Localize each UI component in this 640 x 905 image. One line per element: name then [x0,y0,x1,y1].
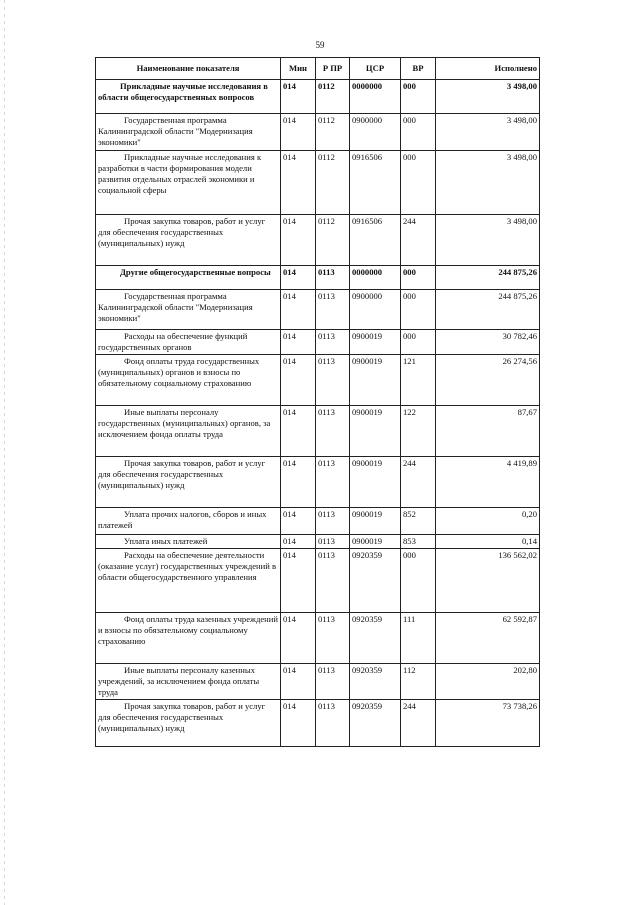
row-min: 014 [281,535,316,549]
header-amount: Исполнено [436,58,540,80]
row-name: Прочая закупка товаров, работ и услуг для обеспечения государственных (муниципальных) нужд [96,700,281,747]
row-rpr: 0113 [316,549,350,613]
row-rpr: 0113 [316,664,350,700]
row-min: 014 [281,266,316,290]
row-name: Прикладные научные исследования к разработки в части формирования модели развития отдельных отраслей экономики и социальной сферы [96,151,281,215]
row-csr: 0920359 [350,700,401,747]
row-csr: 0916506 [350,151,401,215]
row-vr: 000 [401,266,436,290]
row-rpr: 0113 [316,290,350,330]
row-vr: 112 [401,664,436,700]
table-header-row [96,58,540,80]
table-row [96,508,540,535]
row-rpr: 0113 [316,457,350,508]
row-min: 014 [281,355,316,406]
header-name: Наименование показателя [96,58,281,80]
row-min: 014 [281,457,316,508]
row-vr: 244 [401,700,436,747]
row-amount: 244 875,26 [436,290,540,330]
row-name: Иные выплаты персоналу государственных (муниципальных) органов, за исключением фонда оплаты труда [96,406,281,457]
table-row [96,330,540,355]
row-name: Другие общегосударственные вопросы [96,266,281,290]
row-csr: 0900000 [350,290,401,330]
table-row [96,151,540,215]
row-rpr: 0112 [316,151,350,215]
table-row [96,355,540,406]
row-name: Фонд оплаты труда государственных (муниципальных) органов и взносы по обязательному социальному страхованию [96,355,281,406]
table-row [96,114,540,151]
table-row [96,80,540,114]
row-vr: 244 [401,457,436,508]
budget-execution-table [95,57,540,747]
row-csr: 0900019 [350,457,401,508]
scan-edge-artifact [4,0,5,905]
row-amount: 73 738,26 [436,700,540,747]
row-name: Прочая закупка товаров, работ и услуг для обеспечения государственных (муниципальных) нужд [96,215,281,266]
row-vr: 853 [401,535,436,549]
row-name: Расходы на обеспечение функций государственных органов [96,330,281,355]
row-name: Расходы на обеспечение деятельности (оказание услуг) государственных учреждений в области общегосударственного управления [96,549,281,613]
row-rpr: 0113 [316,613,350,664]
row-rpr: 0112 [316,215,350,266]
table-row [96,406,540,457]
row-name: Государственная программа Калининградской области "Модернизация экономики" [96,290,281,330]
table-row [96,535,540,549]
table-row [96,457,540,508]
row-amount: 3 498,00 [436,215,540,266]
table-row [96,266,540,290]
row-vr: 000 [401,290,436,330]
row-amount: 0,20 [436,508,540,535]
row-name: Иные выплаты персоналу казенных учреждений, за исключением фонда оплаты труда [96,664,281,700]
table-row [96,215,540,266]
row-rpr: 0113 [316,406,350,457]
row-csr: 0900019 [350,406,401,457]
row-vr: 000 [401,549,436,613]
row-vr: 244 [401,215,436,266]
row-min: 014 [281,151,316,215]
row-vr: 852 [401,508,436,535]
row-csr: 0916506 [350,215,401,266]
row-csr: 0900000 [350,114,401,151]
row-amount: 30 782,46 [436,330,540,355]
row-min: 014 [281,406,316,457]
row-amount: 26 274,56 [436,355,540,406]
row-amount: 4 419,89 [436,457,540,508]
row-name: Прикладные научные исследования в области общегосударственных вопросов [96,80,281,114]
row-rpr: 0113 [316,700,350,747]
row-amount: 3 498,00 [436,151,540,215]
row-csr: 0900019 [350,535,401,549]
row-amount: 87,67 [436,406,540,457]
row-name: Государственная программа Калининградской области "Модернизация экономики" [96,114,281,151]
row-rpr: 0112 [316,80,350,114]
row-amount: 244 875,26 [436,266,540,290]
row-rpr: 0113 [316,330,350,355]
row-amount: 3 498,00 [436,80,540,114]
row-csr: 0900019 [350,330,401,355]
row-min: 014 [281,215,316,266]
row-name: Прочая закупка товаров, работ и услуг для обеспечения государственных (муниципальных) нужд [96,457,281,508]
table-body [96,80,540,747]
table-row [96,290,540,330]
row-min: 014 [281,330,316,355]
header-csr: ЦСР [350,58,401,80]
row-vr: 000 [401,80,436,114]
row-min: 014 [281,700,316,747]
row-min: 014 [281,613,316,664]
header-vr: ВР [401,58,436,80]
table-row [96,613,540,664]
page-number: 59 [315,40,325,50]
table-row [96,664,540,700]
row-name: Фонд оплаты труда казенных учреждений и взносы по обязательному социальному страхованию [96,613,281,664]
row-name: Уплата прочих налогов, сборов и иных платежей [96,508,281,535]
row-csr: 0000000 [350,80,401,114]
row-rpr: 0112 [316,114,350,151]
row-amount: 0,14 [436,535,540,549]
row-min: 014 [281,664,316,700]
row-min: 014 [281,549,316,613]
row-amount: 62 592,87 [436,613,540,664]
row-rpr: 0113 [316,355,350,406]
header-rpr: Р ПР [316,58,350,80]
row-csr: 0900019 [350,355,401,406]
row-rpr: 0113 [316,535,350,549]
table-row [96,700,540,747]
row-rpr: 0113 [316,266,350,290]
row-min: 014 [281,114,316,151]
row-min: 014 [281,290,316,330]
row-vr: 122 [401,406,436,457]
row-amount: 136 562,02 [436,549,540,613]
row-vr: 121 [401,355,436,406]
header-min: Мин [281,58,316,80]
row-vr: 000 [401,330,436,355]
table-row [96,549,540,613]
row-min: 014 [281,508,316,535]
row-amount: 3 498,00 [436,114,540,151]
row-vr: 000 [401,114,436,151]
row-csr: 0920359 [350,549,401,613]
row-csr: 0920359 [350,664,401,700]
row-csr: 0920359 [350,613,401,664]
row-vr: 000 [401,151,436,215]
row-amount: 202,80 [436,664,540,700]
row-vr: 111 [401,613,436,664]
row-csr: 0900019 [350,508,401,535]
row-name: Уплата иных платежей [96,535,281,549]
row-csr: 0000000 [350,266,401,290]
row-rpr: 0113 [316,508,350,535]
row-min: 014 [281,80,316,114]
